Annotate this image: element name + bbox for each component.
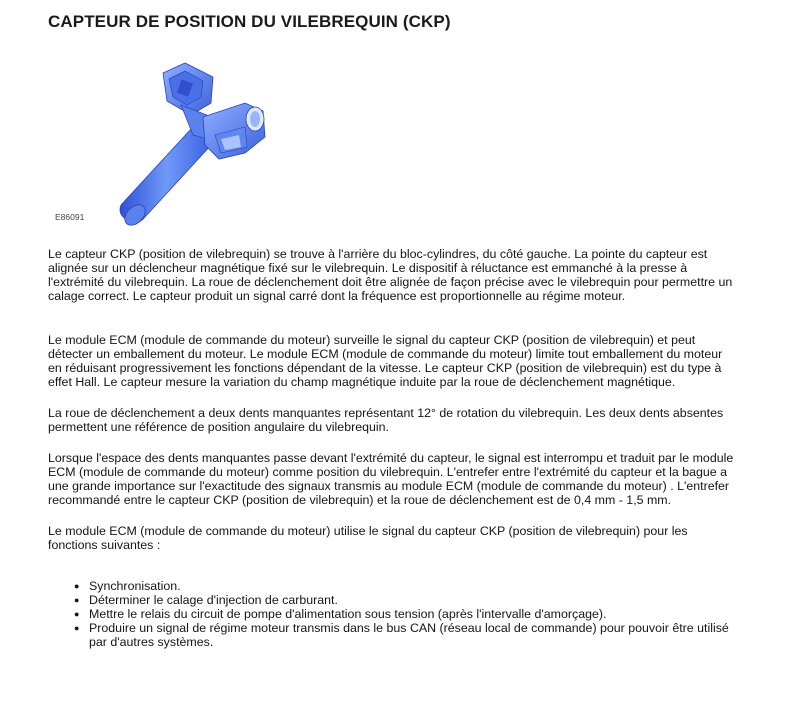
list-item: ● Synchronisation. xyxy=(74,579,734,593)
figure-id: E86091 xyxy=(55,212,85,222)
paragraph-location: Le capteur CKP (position de vilebrequin) se trouve à l'arrière du bloc-cylindres, du côté gauche. La pointe du capteur est alignée sur un déclencheur magnétique fixé sur le vilebrequin. Le dispositif à réluctance est emmanché à la presse à l'extrémité du vilebrequin. La roue de déclenchement doit être alignée de façon précise avec le vilebrequin pour permettre un calage correct. Le capteur produit un signal carré dont la fréquence est proportionnelle au régime moteur. xyxy=(48,247,733,303)
page-title: CAPTEUR DE POSITION DU VILEBREQUIN (CKP) xyxy=(48,12,451,31)
paragraph-ecm-monitoring: Le module ECM (module de commande du moteur) surveille le signal du capteur CKP (position de vilebrequin) et peut détecter un emballement du moteur. Le module ECM (module de commande du moteur) limite tout emballement du moteur en réduisant progressivement les fonctions dépendant de la vitesse. Le capteur CKP (position de vilebrequin) est du type à effet Hall. Le capteur mesure la variation du champ magnétique induite par la roue de déclenchement magnétique. xyxy=(48,333,723,389)
paragraph-trigger-wheel: La roue de déclenchement a deux dents manquantes représentant 12° de rotation du vilebrequin. Les deux dents absentes permettent une référence de position angulaire du vilebrequin. xyxy=(48,406,724,434)
list-item: ● Mettre le relais du circuit de pompe d'alimentation sous tension (après l'intervalle d'amorçage). xyxy=(74,607,734,621)
list-item: ● Produire un signal de régime moteur transmis dans le bus CAN (réseau local de commande) pour pouvoir être utilisé par d'autres systèmes. xyxy=(74,621,734,649)
functions-list xyxy=(48,579,734,649)
crankshaft-sensor-illustration xyxy=(95,55,285,227)
paragraph-air-gap: Lorsque l'espace des dents manquantes passe devant l'extrémité du capteur, le signal est interrompu et traduit par le module ECM (module de commande du moteur) comme position du vilebrequin. L'entrefer entre l'extrémité du capteur et la bague a une grande importance sur l'exactitude des signaux transmis au module ECM (module de commande du moteur) . L'entrefer recommandé entre le capteur CKP (position de vilebrequin) et la roue de déclenchement est de 0,4 mm - 1,5 mm. xyxy=(48,451,734,507)
document-body xyxy=(48,247,734,649)
paragraph-functions-intro: Le module ECM (module de commande du moteur) utilise le signal du capteur CKP (position de vilebrequin) pour les fonctions suivantes : xyxy=(48,524,688,552)
list-item: ● Déterminer le calage d'injection de carburant. xyxy=(74,593,734,607)
crankshaft-position-sensor-icon xyxy=(95,55,285,227)
